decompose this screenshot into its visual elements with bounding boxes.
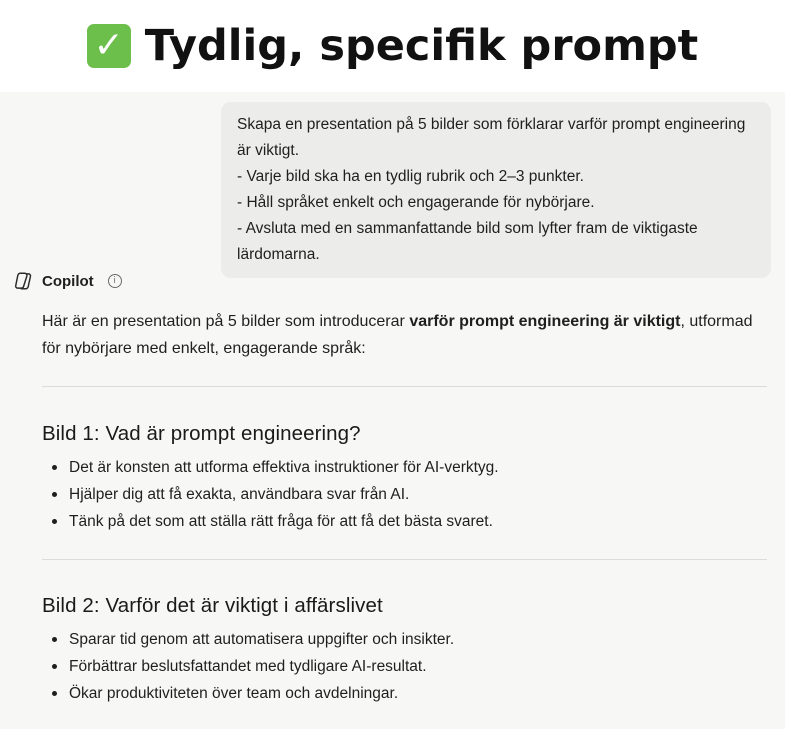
- slide-2-heading: Bild 2: Varför det är viktigt i affärslivet: [42, 594, 383, 617]
- slide-2-bullets: [50, 626, 454, 707]
- banner-content: [87, 21, 698, 71]
- user-message-line: - Håll språket enkelt och engagerande för nybörjare.: [237, 194, 595, 211]
- divider: [42, 559, 767, 560]
- list-item: Tänk på det som att ställa rätt fråga för att få det bästa svaret.: [50, 508, 499, 535]
- list-item: Det är konsten att utforma effektiva instruktioner för AI-verktyg.: [50, 454, 499, 481]
- user-message-bubble: [221, 102, 771, 278]
- user-message-line: - Varje bild ska ha en tydlig rubrik och 2–3 punkter.: [237, 168, 584, 185]
- copilot-logo-icon: [12, 270, 34, 292]
- intro-text-bold: varför prompt engineering är viktigt: [409, 313, 681, 330]
- list-item: Förbättrar beslutsfattandet med tydligare AI-resultat.: [50, 653, 454, 680]
- divider: [42, 386, 767, 387]
- banner-title: Tydlig, specifik prompt: [144, 21, 699, 71]
- list-item: Hjälper dig att få exakta, användbara svar från AI.: [50, 481, 499, 508]
- intro-text-start: Här är en presentation på 5 bilder som introducerar: [42, 313, 410, 330]
- top-banner: [0, 0, 785, 92]
- assistant-name: Copilot: [42, 272, 94, 290]
- user-message-line: - Avsluta med en sammanfattande bild som lyfter fram de viktigaste lärdomarna.: [237, 220, 698, 263]
- info-icon[interactable]: i: [108, 274, 122, 288]
- chat-area: [0, 92, 785, 729]
- response-intro: [42, 308, 772, 362]
- slide-1-bullets: [50, 454, 499, 535]
- list-item: Sparar tid genom att automatisera uppgifter och insikter.: [50, 626, 454, 653]
- slide-1-heading: Bild 1: Vad är prompt engineering?: [42, 422, 361, 445]
- user-message-line: Skapa en presentation på 5 bilder som förklarar varför prompt engineering är viktigt.: [237, 116, 746, 159]
- check-mark-icon: ✓: [87, 24, 131, 68]
- assistant-header: [12, 268, 122, 294]
- list-item: Ökar produktiviteten över team och avdelningar.: [50, 680, 454, 707]
- intro-text-end: , utformad för nybörjare med enkelt, engagerande språk:: [42, 313, 753, 357]
